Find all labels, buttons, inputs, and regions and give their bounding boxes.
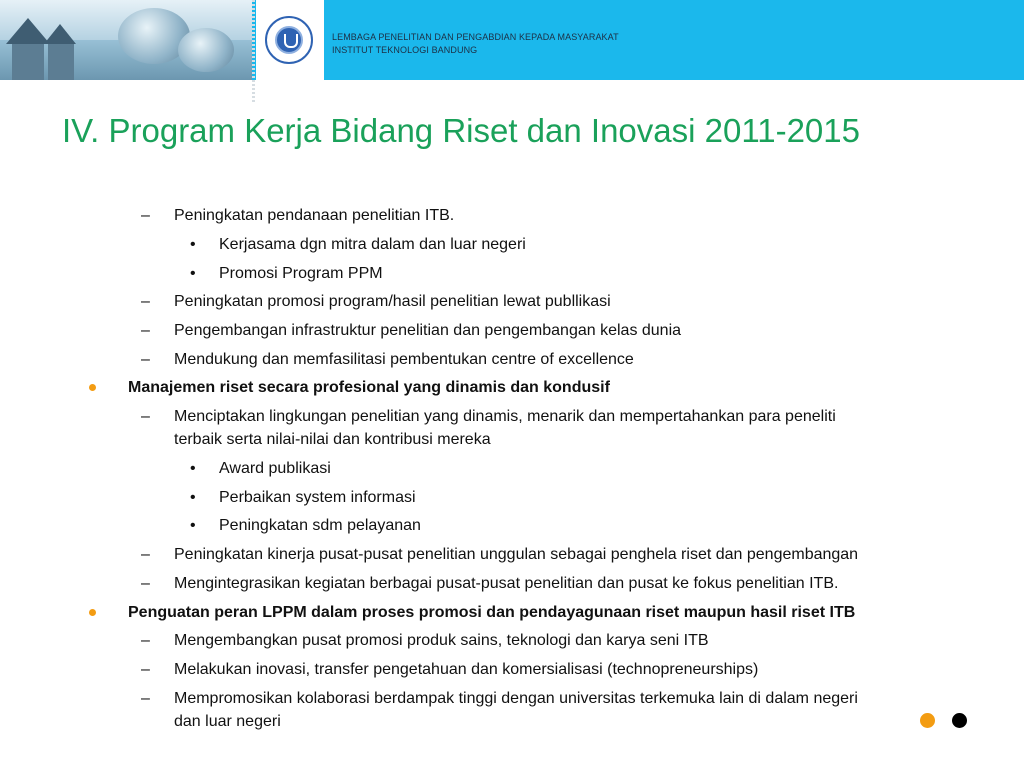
- dash-marker: –: [141, 207, 150, 224]
- list-item: Menciptakan lingkungan penelitian yang dinamis, menarik dan mempertahankan para peneliti: [174, 408, 836, 425]
- list-item: Peningkatan kinerja pusat-pusat penelitian unggulan sebagai penghela riset dan pengembangan: [174, 546, 859, 563]
- nav-dot-orange-icon: [920, 713, 935, 728]
- list-item: Mengembangkan pusat promosi produk sains, teknologi dan karya seni ITB: [174, 632, 709, 649]
- list-item: Mempromosikan kolaborasi berdampak tinggi dengan universitas terkemuka lain di dalam negeri: [174, 690, 858, 707]
- bullet-marker: •: [190, 236, 196, 253]
- list-item: Perbaikan system informasi: [219, 489, 416, 506]
- dash-marker: –: [141, 351, 150, 368]
- bullet-dot-icon: [89, 384, 96, 391]
- list-item: Peningkatan sdm pelayanan: [219, 517, 421, 534]
- dash-marker: –: [141, 575, 150, 592]
- list-item: Mengintegrasikan kegiatan berbagai pusat-pusat penelitian dan pusat ke fokus penelitian ITB.: [174, 575, 839, 592]
- dash-marker: –: [141, 690, 150, 707]
- dash-marker: –: [141, 632, 150, 649]
- list-item: Peningkatan promosi program/hasil penelitian lewat publlikasi: [174, 293, 611, 310]
- dash-marker: –: [141, 546, 150, 563]
- nav-dot-black-icon: [952, 713, 967, 728]
- institute-name: INSTITUT TEKNOLOGI BANDUNG: [332, 45, 478, 55]
- bullet-marker: •: [190, 489, 196, 506]
- list-item: Pengembangan infrastruktur penelitian dan pengembangan kelas dunia: [174, 322, 682, 339]
- dash-marker: –: [141, 408, 150, 425]
- section-heading: Penguatan peran LPPM dalam proses promosi dan pendayagunaan riset maupun hasil riset ITB: [128, 604, 856, 621]
- dash-marker: –: [141, 322, 150, 339]
- dash-marker: –: [141, 293, 150, 310]
- list-item-continuation: dan luar negeri: [174, 713, 281, 730]
- section-heading: Manajemen riset secara profesional yang dinamis dan kondusif: [128, 379, 610, 396]
- campus-photo: [0, 0, 252, 80]
- bullet-marker: •: [190, 265, 196, 282]
- list-item: Promosi Program PPM: [219, 265, 383, 282]
- header-band: [0, 0, 1024, 80]
- dash-marker: –: [141, 661, 150, 678]
- list-item: Peningkatan pendanaan penelitian ITB.: [174, 207, 455, 224]
- list-item: Melakukan inovasi, transfer pengetahuan dan komersialisasi (technopreneurships): [174, 661, 759, 678]
- bullet-dot-icon: [89, 609, 96, 616]
- bullet-marker: •: [190, 460, 196, 477]
- list-item: Mendukung dan memfasilitasi pembentukan centre of excellence: [174, 351, 634, 368]
- header-divider: [252, 0, 255, 104]
- itb-logo: [265, 16, 313, 64]
- bullet-marker: •: [190, 517, 196, 534]
- list-item: Kerjasama dgn mitra dalam dan luar negeri: [219, 236, 526, 253]
- org-name: LEMBAGA PENELITIAN DAN PENGABDIAN KEPADA MASYARAKAT: [332, 32, 619, 42]
- list-item: Award publikasi: [219, 460, 331, 477]
- list-item-continuation: terbaik serta nilai-nilai dan kontribusi mereka: [174, 431, 491, 448]
- slide-title: IV. Program Kerja Bidang Riset dan Inovasi 2011-2015: [62, 112, 860, 149]
